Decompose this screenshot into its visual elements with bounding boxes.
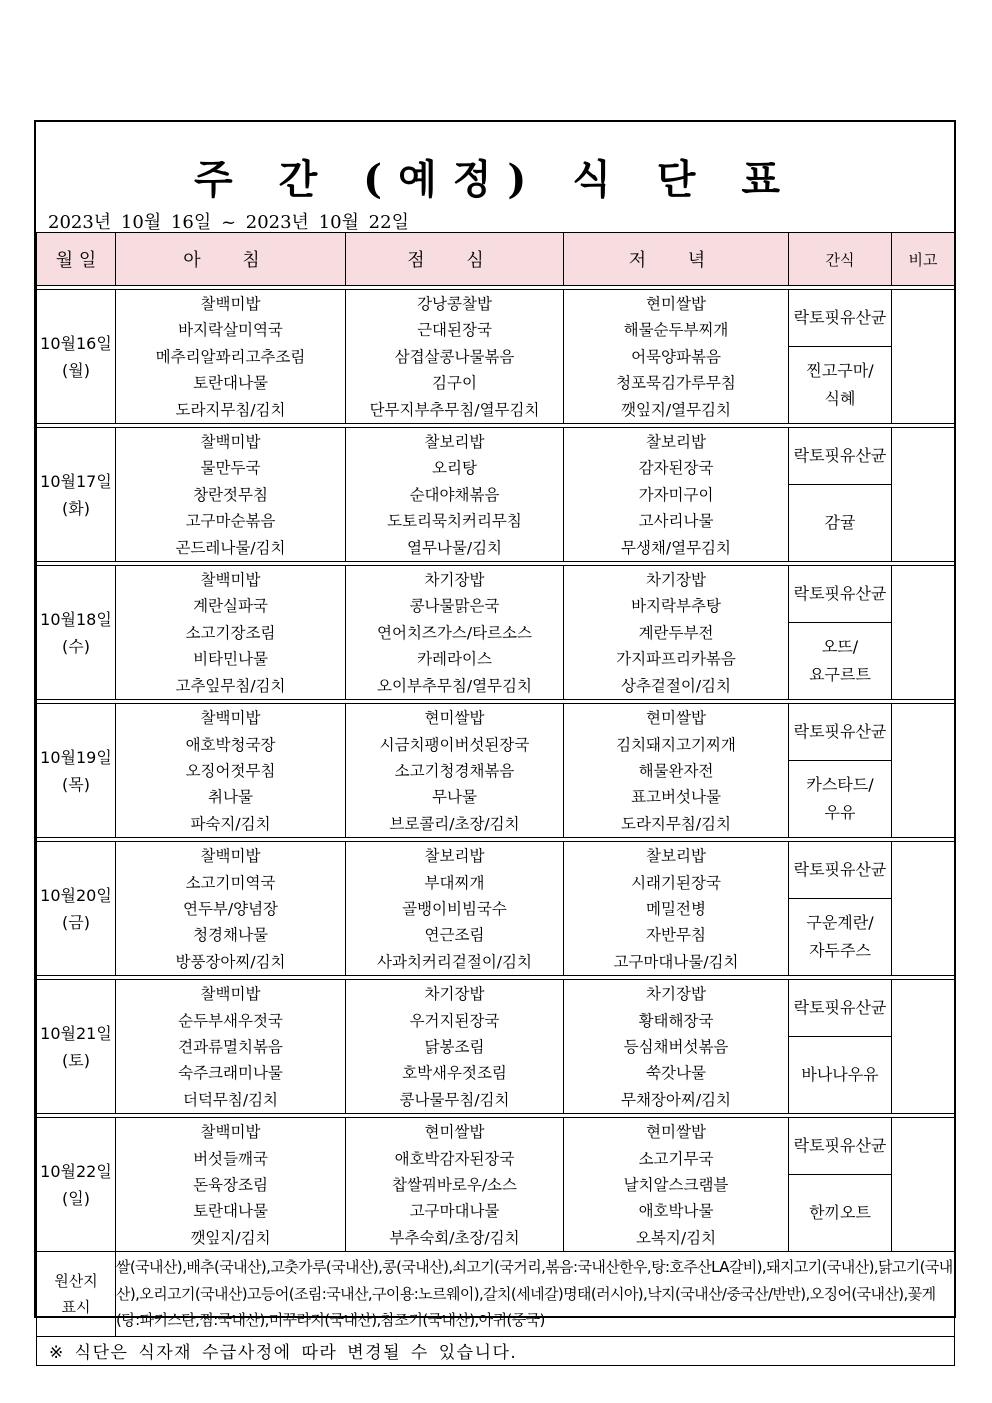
breakfast-item: 찰백미밥 [200,985,261,1004]
breakfast-item: 고구마순볶음 [185,512,276,531]
breakfast-item: 곤드레나물/김치 [175,538,286,557]
day-date: 10월22일 [40,1161,112,1181]
lunch-item: 연근조림 [424,926,485,945]
snack-item: 구운계란/ [806,913,874,933]
dinner-item: 계란두부전 [638,623,714,642]
dinner-item: 감자된장국 [638,459,714,478]
breakfast-item: 찰백미밥 [200,847,261,866]
day-weekday: (목) [62,774,90,794]
header-breakfast: 아 침 [116,233,346,286]
day-row [37,290,955,347]
day-row [37,428,955,485]
dinner-item: 현미쌀밥 [646,709,706,728]
dinner-item: 고구마대나물/김치 [613,952,739,971]
day-weekday: (수) [62,636,90,656]
date-range: 2023년 10월 16일 ~ 2023년 10월 22일 [48,212,409,233]
origin-text: 쌀(국내산),배추(국내산),고춧가루(국내산),콩(국내산),쇠고기(국거리,볶음:국내산한우,탕:호주산LA갈비),돼지고기(국내산),닭고기(국내산),오리고기(국내산)고등어(조림:국내산,구이용:노르웨이),갈치(세네갈)명태(러시아),낙지(국내산/중국산/반반),오징어(국내산),꽃게(탕:파키스탄,찜:국내산),미꾸라지(국내산),참조기(국내산),아귀(중국) [116,1252,955,1337]
remarks-cell [892,1118,955,1252]
lunch-item: 부추숙회/초장/김치 [389,1228,520,1247]
day-row [37,704,955,761]
snack-item: 락토핏유산균 [793,860,887,880]
day-weekday: (일) [62,1188,90,1208]
snack-item: 요구르트 [809,665,871,685]
remarks-cell [892,842,955,976]
breakfast-item: 버섯들깨국 [193,1149,268,1168]
lunch-cell [346,428,564,562]
breakfast-item: 메추리알꽈리고추조림 [155,347,306,366]
snack-item: 자두주스 [809,941,871,961]
notice-text: ※ 식단은 식자재 수급사정에 따라 변경될 수 있습니다. [37,1336,955,1365]
header-dinner: 저 녁 [564,233,789,286]
snack-cell [789,842,892,899]
lunch-item: 브로콜리/초장/김치 [389,814,520,833]
lunch-item: 고구마대나물 [409,1202,500,1221]
dinner-item: 차기장밥 [646,985,706,1004]
lunch-item: 찰보리밥 [424,433,485,452]
snack-cell [789,428,892,485]
lunch-item: 우거지된장국 [409,1011,500,1030]
snack-item: 락토핏유산균 [793,1136,887,1156]
snack-item: 카스타드/ [806,775,874,795]
dinner-item: 어묵양파볶음 [631,347,721,366]
dinner-item: 무생채/열무김치 [620,538,732,557]
remarks-cell [892,980,955,1114]
breakfast-item: 취나물 [208,788,253,807]
lunch-item: 김구이 [432,374,477,393]
snack-cell [789,347,892,424]
lunch-item: 오리탕 [432,459,477,478]
breakfast-item: 물만두국 [200,459,261,478]
dinner-cell [564,980,789,1114]
remarks-cell [892,428,955,562]
day-date: 10월17일 [40,471,112,491]
dinner-item: 해물완자전 [638,761,714,780]
dinner-item: 고사리나물 [638,512,714,531]
lunch-cell [346,1118,564,1252]
dinner-item: 자반무침 [646,926,706,945]
breakfast-cell [116,428,346,562]
header-row [37,233,955,286]
remarks-cell [892,566,955,700]
day-row [37,566,955,623]
breakfast-item: 비타민나물 [193,650,268,669]
breakfast-item: 순두부새우젓국 [178,1011,283,1030]
snack-item: 락토핏유산균 [793,722,887,742]
menu-table [36,232,955,1366]
lunch-item: 찰보리밥 [424,847,485,866]
day-date: 10월19일 [40,747,112,767]
breakfast-item: 소고기장조림 [185,623,276,642]
snack-item: 찐고구마/ [806,361,874,381]
snack-item: 감귤 [824,513,856,533]
breakfast-item: 깻잎지/김치 [190,1228,271,1247]
lunch-item: 현미쌀밥 [424,1123,485,1142]
breakfast-cell [116,1118,346,1252]
dinner-item: 현미쌀밥 [646,1123,706,1142]
lunch-item: 근대된장국 [417,321,492,340]
lunch-item: 콩나물무침/김치 [399,1090,510,1109]
breakfast-item: 파숙지/김치 [190,814,271,833]
snack-item: 락토핏유산균 [793,584,887,604]
lunch-cell [346,704,564,838]
day-cell [37,1118,116,1252]
dinner-item: 애호박나물 [638,1202,714,1221]
snack-cell [789,485,892,562]
snack-cell [789,1175,892,1252]
snack-cell [789,566,892,623]
lunch-cell [346,980,564,1114]
day-date: 10월16일 [40,333,112,353]
dinner-item: 도라지무침/김치 [620,814,732,833]
snack-cell [789,899,892,976]
breakfast-item: 찰백미밥 [200,571,261,590]
lunch-item: 소고기청경채볶음 [394,761,515,780]
lunch-item: 도토리묵치커리무침 [387,512,522,531]
snack-cell [789,290,892,347]
dinner-item: 오복지/김치 [635,1228,717,1247]
header-remarks: 비고 [892,233,955,286]
lunch-item: 강낭콩찰밥 [417,295,492,313]
lunch-item: 찹쌀꿔바로우/소스 [391,1176,517,1194]
lunch-item: 현미쌀밥 [424,709,485,728]
day-cell [37,704,116,838]
dinner-item: 깻잎지/열무김치 [620,400,732,419]
dinner-item: 찰보리밥 [646,847,706,866]
lunch-item: 부대찌개 [424,873,485,892]
dinner-cell [564,290,789,424]
breakfast-cell [116,842,346,976]
lunch-item: 닭봉조림 [424,1037,485,1056]
dinner-item: 김치돼지고기찌개 [616,735,736,754]
dinner-item: 가지파프리카볶음 [616,650,736,669]
day-cell [37,290,116,424]
breakfast-item: 소고기미역국 [185,873,276,892]
breakfast-item: 토란대나물 [193,374,268,393]
breakfast-item: 도라지무침/김치 [175,400,286,419]
breakfast-item: 돈육장조림 [193,1176,268,1194]
origin-label-line: 원산지 [54,1271,98,1290]
dinner-item: 쑥갓나물 [646,1064,706,1083]
snack-cell [789,1118,892,1175]
day-row [37,1118,955,1175]
remarks-cell [892,704,955,838]
dinner-item: 해물순두부찌개 [623,321,729,340]
lunch-item: 오이부추무침/열무김치 [377,676,532,695]
breakfast-cell [116,290,346,424]
lunch-item: 카레라이스 [417,650,492,669]
dinner-item: 가자미구이 [638,485,714,504]
breakfast-cell [116,980,346,1114]
dinner-item: 날치알스크램블 [623,1176,729,1194]
lunch-item: 열무나물/김치 [406,538,503,557]
lunch-item: 단무지부추무침/열무김치 [369,400,540,419]
dinner-cell [564,428,789,562]
lunch-item: 연어치즈가스/타르소스 [377,623,532,642]
snack-item: 락토핏유산균 [793,446,887,466]
snack-item: 락토핏유산균 [793,308,887,328]
snack-item: 식혜 [824,389,856,409]
breakfast-item: 견과류멸치볶음 [178,1037,283,1056]
lunch-item: 호박새우젓조림 [402,1064,507,1083]
dinner-item: 메밀전병 [646,899,706,918]
breakfast-item: 연두부/양념장 [182,899,279,918]
day-weekday: (토) [62,1050,90,1070]
dinner-item: 차기장밥 [646,571,706,590]
lunch-item: 무나물 [432,788,477,807]
origin-row [37,1252,955,1337]
lunch-item: 삼겹살콩나물볶음 [394,347,515,366]
dinner-item: 시래기된장국 [631,873,721,892]
day-date: 10월20일 [40,885,112,905]
lunch-item: 콩나물맑은국 [409,597,500,616]
dinner-item: 표고버섯나물 [631,788,721,807]
breakfast-item: 오징어젓무침 [185,761,276,780]
breakfast-item: 애호박청국장 [185,735,276,754]
dinner-cell [564,566,789,700]
snack-item: 오뜨/ [821,637,859,657]
day-cell [37,566,116,700]
origin-label-line: 표시 [61,1297,91,1316]
dinner-item: 상추겉절이/김치 [620,676,732,695]
menu-sheet [34,120,956,1364]
dinner-item: 바지락부추탕 [631,597,721,616]
day-date: 10월18일 [40,609,112,629]
snack-cell [789,761,892,838]
day-weekday: (월) [62,360,90,380]
breakfast-item: 청경채나물 [193,926,268,945]
lunch-item: 차기장밥 [424,985,485,1004]
snack-cell [789,980,892,1037]
breakfast-item: 찰백미밥 [200,433,261,452]
lunch-item: 애호박감자된장국 [394,1149,515,1168]
lunch-cell [346,566,564,700]
day-date: 10월21일 [40,1023,112,1043]
lunch-item: 사과치커리겉절이/김치 [377,952,532,971]
breakfast-item: 방풍장아찌/김치 [175,952,286,971]
breakfast-cell [116,704,346,838]
lunch-cell [346,842,564,976]
lunch-item: 시금치팽이버섯된장국 [379,735,530,754]
snack-cell [789,704,892,761]
snack-cell [789,1037,892,1114]
lunch-item: 골뱅이비빔국수 [402,899,507,918]
breakfast-item: 더덕무침/김치 [182,1090,279,1109]
day-weekday: (금) [62,912,90,932]
lunch-item: 순대야채볶음 [409,485,500,504]
breakfast-item: 찰백미밥 [200,709,261,728]
dinner-item: 황태해장국 [638,1011,714,1030]
snack-cell [789,623,892,700]
dinner-item: 등심채버섯볶음 [623,1037,729,1056]
snack-item: 락토핏유산균 [793,998,887,1018]
breakfast-item: 바지락살미역국 [178,321,283,340]
day-cell [37,980,116,1114]
note-row [37,1336,955,1365]
dinner-item: 청포묵김가루무침 [616,374,736,393]
dinner-cell [564,1118,789,1252]
breakfast-item: 고추잎무침/김치 [175,676,286,695]
dinner-item: 현미쌀밥 [646,295,706,313]
breakfast-item: 찰백미밥 [200,295,261,313]
day-row [37,842,955,899]
day-row [37,980,955,1037]
breakfast-cell [116,566,346,700]
dinner-cell [564,842,789,976]
dinner-item: 무채장아찌/김치 [620,1090,732,1109]
lunch-cell [346,290,564,424]
dinner-item: 소고기무국 [638,1149,714,1168]
dinner-item: 찰보리밥 [646,433,706,452]
snack-item: 한끼오트 [809,1203,871,1223]
breakfast-item: 계란실파국 [193,597,268,616]
header-lunch: 점 심 [346,233,564,286]
breakfast-item: 토란대나물 [193,1202,268,1221]
header-date: 월 일 [37,233,116,286]
remarks-cell [892,290,955,424]
day-cell [37,842,116,976]
lunch-item: 차기장밥 [424,571,485,590]
dinner-cell [564,704,789,838]
day-weekday: (화) [62,498,90,518]
breakfast-item: 숙주크래미나물 [178,1064,283,1083]
breakfast-item: 찰백미밥 [200,1123,261,1142]
header-snack: 간식 [789,233,892,286]
origin-label [37,1252,116,1337]
snack-item: 우유 [824,803,856,823]
day-cell [37,428,116,562]
page-title: 주 간 (예정) 식 단 표 [194,156,796,203]
breakfast-item: 창란젓무침 [193,485,268,504]
snack-item: 바나나우유 [801,1065,879,1085]
